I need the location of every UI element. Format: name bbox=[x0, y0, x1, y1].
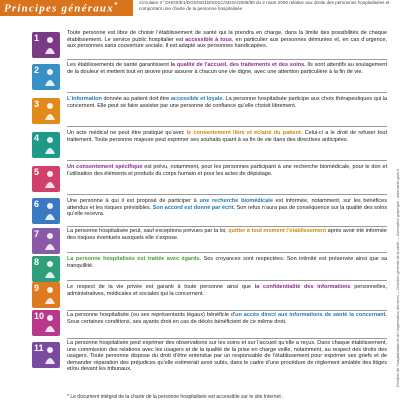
article-highlight: quitter à tout moment l’établissement bbox=[228, 228, 327, 234]
article-9 bbox=[67, 284, 387, 297]
article-text: Toute personne est libre de choisir l’établissement de santé qui la prendra en charge, dans la limite des possibilités de chaque établissement. Le service public hospitalier est bbox=[67, 30, 387, 43]
pictogram-figure-head bbox=[47, 261, 53, 267]
article-highlight: la qualité de l’accueil, des traitements et des soins. bbox=[170, 62, 306, 68]
article-text: donnée au patient doit être bbox=[101, 96, 171, 102]
article-10-pictogram-icon bbox=[32, 310, 60, 336]
article-number: 5 bbox=[34, 167, 40, 177]
article-6 bbox=[67, 198, 387, 218]
article-5 bbox=[67, 164, 387, 177]
article-number: 8 bbox=[34, 257, 40, 267]
article-6-pictogram-icon bbox=[32, 198, 60, 224]
pictogram-figure-head bbox=[47, 315, 53, 321]
article-text: Sous certaines conditions, ses ayants droit en cas de décès bénéficient de ce même droit. bbox=[67, 318, 287, 325]
footnote-marker: * bbox=[113, 1, 119, 9]
article-highlight: un accès direct aux informations de santé la concernant. bbox=[235, 312, 387, 318]
pictogram-figure-head bbox=[47, 203, 53, 209]
article-text: Son refus n’aura pas de conséquence sur la qualité des soins qu’elle recevra. bbox=[67, 204, 388, 218]
article-text: La personne hospitalisée peut exprimer des observations sur les soins et sur l’accueil qu’elle a reçus. Dans chaque établissement, une commission des relations avec les usagers et de la qualité de la prise en charge veille, notamment, au respect des droits des usagers. Toute personne dispose du droit d’être entendue par un responsable de l’établissement pour exprimer ses griefs et de demander réparation des préjudices qu’elle estimerait avoir subis, dans le cadre d’une procédure de règlement amiable des litiges et/ou devant les tribunaux. bbox=[67, 340, 387, 373]
article-9-pictogram-icon bbox=[32, 282, 60, 308]
article-text: Ses croyances sont respectées. Son intimité est préservée ainsi que sa tranquillité. bbox=[67, 256, 388, 269]
article-5-pictogram-icon bbox=[32, 166, 60, 192]
pictogram-figure-head bbox=[47, 103, 53, 109]
article-1 bbox=[67, 30, 387, 50]
article-2 bbox=[67, 62, 387, 75]
article-2-pictogram-icon bbox=[32, 64, 60, 90]
pictogram-figure-head bbox=[47, 171, 53, 177]
article-highlight: La personne hospitalisée est traitée avec égards. bbox=[67, 256, 202, 262]
article-highlight: le consentement libre et éclairé du patient. bbox=[186, 130, 303, 136]
article-text: Ils sont attentifs au soulagement de la douleur et mettent tout en œuvre pour assurer à chacun une vie digne, avec une attention particulière à la fin de vie. bbox=[67, 62, 387, 75]
article-separator bbox=[67, 92, 387, 93]
article-highlight: une recherche biomédicale bbox=[199, 198, 273, 204]
pictogram-figure-head bbox=[47, 233, 53, 239]
pictogram-figure-head bbox=[47, 287, 53, 293]
header-bar bbox=[0, 0, 133, 16]
article-11-pictogram-icon bbox=[32, 342, 60, 368]
article-text: La personne hospitalisée (ou ses représentants légaux) bénéficie d’ bbox=[67, 312, 236, 318]
article-7 bbox=[67, 228, 387, 241]
article-separator bbox=[67, 160, 387, 161]
article-highlight: L’information bbox=[67, 96, 102, 102]
article-3 bbox=[67, 96, 387, 109]
article-separator bbox=[67, 194, 387, 195]
article-text: , en particulier aux personnes démunies et, en cas d’urgence, aux personnes sans couverture sociale. Il est adapté aux personnes handicapées. bbox=[67, 36, 387, 50]
article-text: Un acte médical ne peut être pratiqué qu’avec bbox=[67, 130, 187, 136]
article-4 bbox=[67, 130, 387, 143]
article-text: Celui-ci a le droit de refuser tout traitement. Toute personne majeure peut exprimer ses souhaits quant à sa fin de vie dans des directives anticipées. bbox=[67, 130, 387, 143]
article-separator bbox=[67, 226, 387, 227]
article-text: Le respect de la vie privée est garanti à toute personne ainsi que bbox=[67, 284, 255, 290]
page-header bbox=[0, 0, 400, 16]
article-number: 7 bbox=[34, 229, 40, 239]
article-text: est prévu, notamment, pour les personnes participant à une recherche biomédicale, pour le don et l’utilisation des éléments et produits du corps humain et pour les actes de dépistage. bbox=[67, 164, 387, 177]
footer-note: * Le document intégral de la charte de la personne hospitalisée est accessible sur le site Internet : bbox=[67, 394, 284, 400]
pictogram-figure-head bbox=[47, 137, 53, 143]
article-3-pictogram-icon bbox=[32, 98, 60, 124]
article-1-pictogram-icon bbox=[32, 32, 60, 58]
circular-reference: Circulaire n° DHOS/E1/DGS/SD1B/SD1C/SD4A/2006/90 du 2 mars 2006 relative aux droits des personnes hospitalisées et comportant une charte de la personne hospitalisée bbox=[139, 0, 390, 11]
article-text: après avoir été informée des risques éventuels auxquels elle s’expose. bbox=[67, 228, 387, 241]
article-number: 11 bbox=[34, 343, 44, 353]
article-text: La personne hospitalisée participe aux choix thérapeutiques qui la concernent. Elle peut se faire assister par une personne de confiance qu’elle choisit librement. bbox=[67, 96, 387, 109]
article-highlight: la confidentialité des informations bbox=[254, 284, 351, 290]
article-separator bbox=[67, 280, 387, 281]
article-separator bbox=[67, 338, 387, 339]
sidebar-credit-text: Direction de l’hospitalisation et de l’organisation des soins — Direction générale de la santé — Conception graphique : www.sante.gouv.fr bbox=[396, 168, 400, 387]
article-number: 9 bbox=[34, 283, 40, 293]
article-4-pictogram-icon bbox=[32, 132, 60, 158]
article-11 bbox=[67, 340, 387, 373]
article-text: Une personne à qui il est proposé de participer à bbox=[67, 198, 200, 204]
article-8 bbox=[67, 256, 387, 269]
article-number: 1 bbox=[34, 33, 40, 43]
page-title: Principes généraux* bbox=[4, 1, 119, 15]
sidebar-credit bbox=[395, 30, 400, 395]
article-separator bbox=[67, 126, 387, 127]
article-highlight: accessible et loyale. bbox=[170, 96, 224, 102]
article-separator bbox=[67, 310, 387, 311]
article-text: est informée, notamment, sur les bénéfices attendus et les risques prévisibles. bbox=[67, 198, 387, 211]
article-8-pictogram-icon bbox=[32, 256, 60, 282]
article-separator bbox=[67, 252, 387, 253]
article-number: 6 bbox=[34, 199, 40, 209]
article-text: personnelles, administratives, médicales et sociales qui la concernent. bbox=[67, 284, 387, 297]
article-text: La personne hospitalisée peut, sauf exceptions prévues par la loi, bbox=[67, 228, 229, 234]
article-text: Les établissements de santé garantissent bbox=[67, 62, 171, 68]
pictogram-figure-head bbox=[47, 347, 53, 353]
article-highlight: Son accord est donné par écrit. bbox=[152, 204, 236, 211]
pictogram-figure-head bbox=[47, 37, 53, 43]
article-10 bbox=[67, 312, 387, 325]
article-highlight: accessible à tous bbox=[185, 36, 232, 43]
article-number: 4 bbox=[34, 133, 40, 143]
article-highlight: Un consentement spécifique bbox=[67, 164, 143, 170]
article-7-pictogram-icon bbox=[32, 228, 60, 254]
article-number: 10 bbox=[34, 311, 45, 321]
pictogram-figure-head bbox=[47, 69, 53, 75]
article-number: 2 bbox=[34, 65, 40, 75]
article-number: 3 bbox=[34, 99, 40, 109]
article-separator bbox=[67, 59, 387, 60]
